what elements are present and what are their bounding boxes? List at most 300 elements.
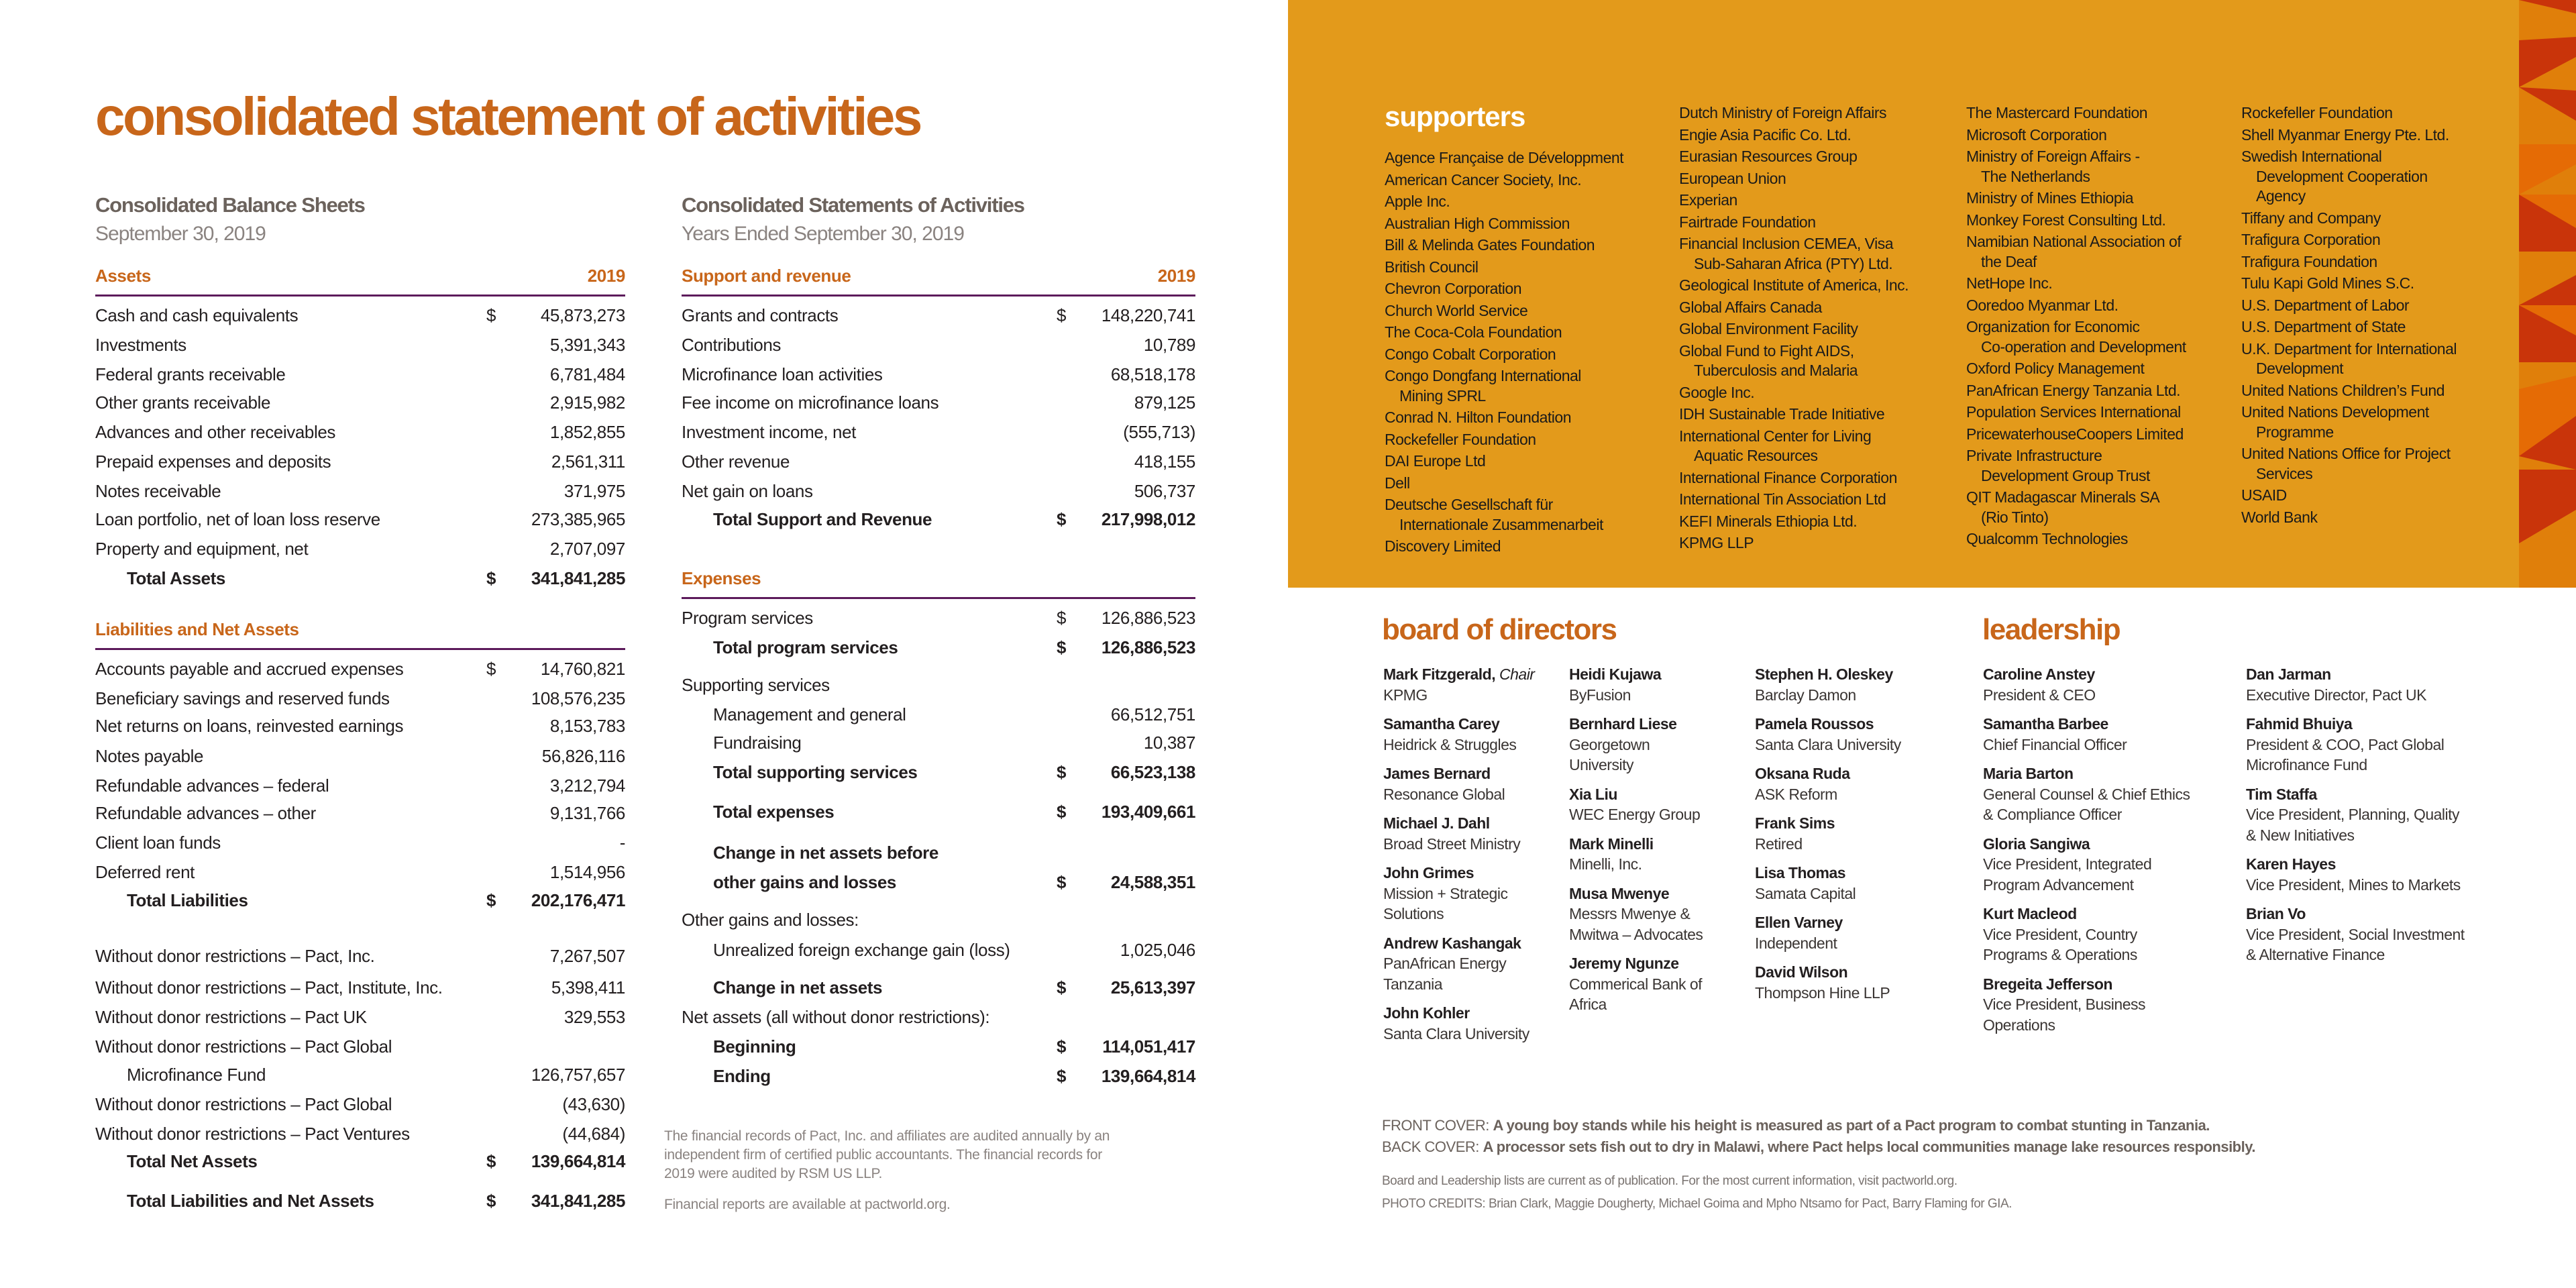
person-entry — [1383, 714, 1534, 755]
dollar-sign: $ — [1057, 872, 1067, 893]
supporter-item — [2241, 402, 2457, 442]
row-value: 45,873,273 — [540, 305, 625, 326]
person-org: Operations — [1983, 1016, 2055, 1034]
row-label: Microfinance loan activities — [682, 364, 883, 385]
supporter-item — [1385, 451, 1623, 472]
supporter-name: Development — [2256, 360, 2344, 377]
row-value: 68,518,178 — [1110, 364, 1195, 385]
person-org: Vice President, Planning, Quality — [2246, 806, 2460, 823]
row-value: 329,553 — [564, 1006, 625, 1027]
row-label: Contributions — [682, 335, 781, 356]
supporter-name: KPMG LLP — [1679, 534, 1754, 551]
person-entry — [1383, 933, 1534, 995]
table-row — [682, 392, 1195, 413]
supporter-name: The Netherlands — [1981, 167, 2090, 185]
supporter-item — [1679, 298, 1909, 318]
row-value: 56,826,116 — [541, 745, 625, 766]
supporter-item — [1966, 317, 2186, 357]
leadership-column — [1983, 664, 2190, 1044]
person-name — [2246, 854, 2465, 875]
row-value: 418,155 — [1134, 451, 1195, 472]
row-value: - — [619, 833, 625, 853]
supporter-name: Ministry of Foreign Affairs - — [1966, 148, 2140, 165]
person-entry — [1569, 834, 1703, 875]
person-name-text: Maria Barton — [1983, 765, 2074, 782]
supporter-item — [1385, 235, 1623, 256]
supporter-item — [1966, 425, 2186, 445]
person-entry — [2246, 904, 2465, 965]
table-row — [682, 801, 1195, 822]
row-value: 8,153,783 — [549, 716, 625, 737]
person-name-text: Dan Jarman — [2246, 665, 2331, 683]
supporter-name: Tulu Kapi Gold Mines S.C. — [2241, 274, 2414, 292]
row-value: 371,975 — [564, 481, 625, 502]
supporter-item — [1966, 103, 2186, 123]
supporter-name: Chevron Corporation — [1385, 280, 1522, 297]
supporter-name: Co-operation and Development — [1981, 337, 2186, 356]
table-row — [95, 715, 625, 737]
board-column — [1569, 664, 1703, 1024]
row-value: 10,387 — [1143, 732, 1195, 753]
row-label: Change in net assets — [713, 977, 883, 998]
supporter-name: Global Affairs Canada — [1679, 298, 1822, 316]
supporter-name: IDH Sustainable Trade Initiative — [1679, 405, 1885, 423]
person-entry — [1983, 763, 2190, 825]
supporter-name: Congo Cobalt Corporation — [1385, 345, 1556, 363]
row-value: 14,760,821 — [540, 658, 625, 679]
row-value: 126,886,523 — [1101, 607, 1195, 628]
supporter-name: Namibian National Association of — [1966, 233, 2182, 250]
person-name — [1983, 904, 2190, 924]
row-label: Cash and cash equivalents — [95, 305, 299, 326]
person-name — [2246, 664, 2465, 685]
row-value: 202,176,471 — [531, 890, 625, 911]
person-entry — [2246, 714, 2465, 775]
supporters-column — [1966, 103, 2186, 551]
supporter-item — [1679, 512, 1909, 532]
person-name — [1569, 883, 1703, 904]
dollar-sign: $ — [486, 1151, 496, 1172]
row-value: 2,915,982 — [549, 392, 625, 413]
audit-note — [664, 1127, 1110, 1183]
person-name-text: Bernhard Liese — [1569, 715, 1677, 733]
activities-date: Years Ended September 30, 2019 — [682, 223, 964, 245]
person-org: Vice President, Country — [1983, 925, 2137, 943]
row-label: Net assets (all without donor restrictions): — [682, 1006, 990, 1027]
person-entry — [2246, 664, 2465, 705]
supporter-name: American Cancer Society, Inc. — [1385, 170, 1582, 189]
row-label: Total Support and Revenue — [713, 508, 932, 529]
section-header — [95, 265, 625, 286]
supporters-column — [2241, 103, 2457, 529]
table-row — [95, 1123, 625, 1144]
row-value: 2,561,311 — [551, 451, 625, 472]
supporter-name: U.K. Department for International — [2241, 339, 2457, 358]
supporter-name: Services — [2256, 464, 2313, 482]
table-row — [682, 637, 1195, 658]
supporter-item — [1679, 383, 1909, 403]
person-org: General Counsel & Chief Ethics — [1983, 785, 2190, 803]
row-label: Notes payable — [95, 745, 204, 766]
front-cover-caption — [1382, 1117, 2210, 1134]
year-label: 2019 — [1157, 266, 1195, 286]
table-row — [95, 451, 625, 472]
person-org: Solutions — [1383, 905, 1444, 922]
row-label: Total Liabilities — [127, 890, 248, 911]
row-value: 25,613,397 — [1110, 977, 1195, 998]
supporter-name: Shell Myanmar Energy Pte. Ltd. — [2241, 125, 2449, 144]
supporters-title: supporters — [1385, 101, 1525, 132]
supporter-item — [1966, 232, 2186, 272]
supporter-name: Eurasian Resources Group — [1679, 148, 1858, 165]
row-value: 273,385,965 — [531, 508, 625, 529]
person-org: Executive Director, Pact UK — [2246, 686, 2426, 704]
supporter-name: Congo Dongfang International — [1385, 367, 1581, 384]
person-org: Commerical Bank of — [1569, 975, 1703, 993]
person-name-text: Caroline Anstey — [1983, 665, 2095, 683]
row-label: Without donor restrictions – Pact Ventures — [95, 1123, 410, 1144]
supporter-item — [2241, 209, 2457, 229]
person-org: Tanzania — [1383, 975, 1443, 993]
table-row — [95, 305, 625, 326]
person-entry — [1569, 664, 1703, 705]
row-value: 1,025,046 — [1120, 939, 1195, 960]
person-name-text: David Wilson — [1755, 963, 1848, 981]
supporter-item — [2241, 317, 2457, 337]
table-row — [95, 745, 625, 767]
supporter-item — [1679, 213, 1909, 233]
row-label: Unrealized foreign exchange gain (loss) — [713, 939, 1010, 960]
person-entry — [1983, 974, 2190, 1036]
person-name-text: Mark Minelli — [1569, 835, 1654, 853]
person-entry — [1755, 664, 1901, 705]
supporter-item — [2241, 103, 2457, 123]
person-org: KPMG — [1383, 686, 1428, 704]
row-value: (555,713) — [1123, 422, 1195, 443]
supporter-item — [1679, 405, 1909, 425]
person-org: Programs & Operations — [1983, 946, 2137, 963]
front-cover-label: FRONT COVER: — [1382, 1117, 1489, 1134]
supporter-item — [1966, 189, 2186, 209]
person-entry — [1755, 863, 1901, 904]
supporter-name: Swedish International — [2241, 148, 2382, 165]
person-name — [1383, 714, 1534, 735]
dollar-sign: $ — [1057, 1036, 1067, 1057]
person-org: Santa Clara University — [1383, 1024, 1529, 1042]
person-title: Chair — [1499, 665, 1535, 683]
supporter-name: Australian High Commission — [1385, 214, 1570, 232]
row-label: Total supporting services — [713, 762, 918, 783]
supporter-name: International Tin Association Ltd — [1679, 490, 1886, 508]
supporter-name: Qualcomm Technologies — [1966, 530, 2128, 547]
supporter-name: Fairtrade Foundation — [1679, 213, 1816, 231]
dollar-sign: $ — [486, 1191, 496, 1212]
row-value: 66,512,751 — [1110, 704, 1195, 725]
row-value: 879,125 — [1134, 392, 1195, 413]
supporter-item — [2241, 339, 2457, 379]
person-org: Vice President, Integrated — [1983, 855, 2152, 873]
row-label: Property and equipment, net — [95, 538, 309, 559]
row-value: 7,267,507 — [549, 946, 625, 967]
supporters-column — [1679, 103, 1909, 555]
person-org: University — [1569, 756, 1633, 773]
row-value: 217,998,012 — [1101, 508, 1195, 529]
person-org: Messrs Mwenye & — [1569, 905, 1690, 922]
supporter-name: British Council — [1385, 258, 1479, 276]
person-entry — [1383, 813, 1534, 854]
table-row — [682, 761, 1195, 783]
person-name — [2246, 904, 2465, 924]
supporter-name: Deutsche Gesellschaft für — [1385, 496, 1553, 513]
table-row — [95, 1190, 625, 1212]
table-row — [682, 364, 1195, 385]
dollar-sign: $ — [1057, 762, 1067, 783]
row-value: 341,841,285 — [531, 1191, 625, 1212]
supporter-name: Experian — [1679, 191, 1737, 209]
person-entry — [1569, 883, 1703, 945]
person-name — [1383, 813, 1534, 834]
person-name — [1983, 763, 2190, 784]
supporter-item — [1966, 488, 2186, 527]
person-entry — [1755, 912, 1901, 953]
supporter-name: Sub-Saharan Africa (PTY) Ltd. — [1694, 254, 1893, 272]
person-name-text: Mark Fitzgerald, — [1383, 665, 1496, 683]
decorative-triangle-pattern — [2519, 0, 2576, 588]
supporter-name: Tuberculosis and Malaria — [1694, 362, 1858, 379]
person-name — [1755, 912, 1901, 933]
table-row — [682, 305, 1195, 326]
supporter-item — [2241, 147, 2457, 207]
photo-credits: PHOTO CREDITS: Brian Clark, Maggie Dougherty, Michael Goima and Mpho Ntsamo for Pact, Barry Flaming for GIA. — [1382, 1197, 2012, 1211]
person-name-text: Bregeita Jefferson — [1983, 975, 2112, 993]
supporter-item — [1679, 169, 1909, 189]
supporter-item — [1385, 214, 1623, 234]
person-entry — [1983, 664, 2190, 705]
dollar-sign: $ — [486, 658, 496, 679]
supporter-name: Conrad N. Hilton Foundation — [1385, 409, 1571, 426]
row-value: 148,220,741 — [1101, 305, 1195, 326]
person-name-text: Musa Mwenye — [1569, 884, 1670, 902]
supporter-name: Tiffany and Company — [2241, 209, 2381, 227]
supporter-name: PanAfrican Energy Tanzania Ltd. — [1966, 381, 2181, 399]
supporter-item — [1385, 279, 1623, 299]
person-org: Santa Clara University — [1755, 735, 1901, 753]
person-org: Broad Street Ministry — [1383, 835, 1521, 853]
table-row — [95, 1150, 625, 1172]
supporter-name: Agency — [2256, 187, 2306, 205]
supporter-item — [2241, 444, 2457, 484]
row-label: Investment income, net — [682, 422, 856, 443]
table-row — [95, 392, 625, 413]
person-entry — [1983, 904, 2190, 965]
table-row — [682, 480, 1195, 502]
page-title: consolidated statement of activities — [95, 87, 920, 146]
supporter-item — [2241, 381, 2457, 401]
row-value: 5,398,411 — [551, 977, 625, 998]
supporter-item — [1966, 211, 2186, 231]
person-org: & New Initiatives — [2246, 826, 2355, 844]
person-name-text: Samantha Barbee — [1983, 715, 2108, 733]
supporter-item — [1679, 191, 1909, 211]
supporter-name: U.S. Department of Labor — [2241, 296, 2410, 314]
supporter-name: European Union — [1679, 169, 1786, 187]
supporter-item — [1679, 427, 1909, 466]
row-label: Total program services — [713, 637, 898, 657]
person-name-text: Pamela Roussos — [1755, 715, 1874, 733]
person-entry — [1383, 664, 1534, 705]
leadership-column — [2246, 664, 2465, 974]
supporter-name: Organization for Economic — [1966, 318, 2140, 335]
supporter-item — [1385, 366, 1623, 406]
board-column — [1755, 664, 1901, 1012]
balance-sheet-title: Consolidated Balance Sheets — [95, 193, 365, 217]
row-label: Total Liabilities and Net Assets — [127, 1191, 374, 1212]
row-label: Net returns on loans, reinvested earnings — [95, 716, 404, 737]
supporter-item — [1679, 319, 1909, 339]
supporter-name: Mining SPRL — [1399, 386, 1486, 405]
supporter-item — [1966, 446, 2186, 486]
supporter-name: Google Inc. — [1679, 383, 1755, 401]
row-value: 1,514,956 — [549, 862, 625, 883]
person-org: Vice President, Business — [1983, 996, 2145, 1013]
person-entry — [2246, 854, 2465, 895]
person-name — [1983, 714, 2190, 735]
table-row — [682, 1006, 1195, 1028]
row-label: Other grants receivable — [95, 392, 271, 413]
row-label: Change in net assets before — [713, 843, 938, 863]
row-value: 341,841,285 — [531, 568, 625, 589]
supporter-name: The Mastercard Foundation — [1966, 104, 2148, 121]
row-value: 66,523,138 — [1110, 762, 1195, 783]
supporter-name: Global Fund to Fight AIDS, — [1679, 341, 1854, 360]
table-row — [95, 688, 625, 709]
row-label: Federal grants receivable — [95, 364, 286, 385]
person-entry — [1569, 714, 1703, 775]
supporter-item — [1679, 276, 1909, 296]
person-name-text: Michael J. Dahl — [1383, 814, 1490, 832]
section-header — [682, 568, 1195, 589]
table-row — [95, 658, 625, 680]
person-entry — [1755, 714, 1901, 755]
supporter-item — [1966, 274, 2186, 294]
supporter-name: International Center for Living — [1679, 427, 1872, 445]
supporter-name: NetHope Inc. — [1966, 274, 2053, 292]
supporter-name: Agence Française de Développment — [1385, 149, 1624, 166]
supporter-name: Development Cooperation — [2256, 167, 2428, 185]
supporter-name: International Finance Corporation — [1679, 468, 1897, 486]
supporter-name: Discovery Limited — [1385, 537, 1501, 555]
person-org: Thompson Hine LLP — [1755, 983, 1890, 1002]
person-name — [1383, 664, 1534, 685]
table-row — [95, 945, 625, 967]
person-name-text: Karen Hayes — [2246, 855, 2336, 873]
person-entry — [1383, 763, 1534, 804]
person-name — [1383, 863, 1534, 883]
row-label: Expenses — [682, 568, 761, 589]
board-column — [1383, 664, 1534, 1053]
supporter-item — [2241, 486, 2457, 506]
supporter-item — [1966, 402, 2186, 423]
row-value: 24,588,351 — [1110, 872, 1195, 893]
table-row — [682, 607, 1195, 629]
person-org: Minelli, Inc. — [1569, 855, 1642, 873]
person-entry — [1569, 784, 1703, 825]
table-row — [682, 704, 1195, 725]
person-org: Chief Financial Officer — [1983, 735, 2127, 753]
row-value: 2,707,097 — [549, 538, 625, 559]
supporter-name: Microsoft Corporation — [1966, 125, 2107, 144]
person-org: Georgetown — [1569, 735, 1650, 753]
table-row — [682, 871, 1195, 893]
table-row — [95, 775, 625, 796]
table-row — [95, 890, 625, 911]
row-label: Without donor restrictions – Pact Global — [95, 1093, 392, 1114]
row-label: Liabilities and Net Assets — [95, 619, 299, 639]
supporter-name: United Nations Development — [2241, 403, 2429, 421]
row-label: Without donor restrictions – Pact, Institute, Inc. — [95, 977, 443, 998]
person-name — [1569, 834, 1703, 855]
table-row — [95, 977, 625, 998]
supporter-name: U.S. Department of State — [2241, 318, 2406, 335]
supporter-item — [1385, 495, 1623, 535]
person-name-text: Heidi Kujawa — [1569, 665, 1662, 683]
supporter-item — [1966, 529, 2186, 549]
leadership-title: leadership — [1982, 613, 2121, 646]
supporter-item — [1679, 125, 1909, 146]
person-name-text: Brian Vo — [2246, 905, 2306, 922]
row-value: 3,212,794 — [549, 775, 625, 796]
person-org: President & CEO — [1983, 686, 2096, 704]
supporter-item — [2241, 296, 2457, 316]
row-label: Management and general — [713, 704, 906, 725]
supporter-name: Geological Institute of America, Inc. — [1679, 276, 1909, 294]
supporter-name: United Nations Children’s Fund — [2241, 381, 2445, 399]
panel-edge — [2509, 0, 2519, 588]
person-entry — [1755, 962, 1901, 1003]
back-cover-label: BACK COVER: — [1382, 1138, 1479, 1155]
supporter-name: Internationale Zusammenarbeit — [1399, 515, 1603, 533]
supporter-name: Global Environment Facility — [1679, 320, 1858, 337]
row-label: Support and revenue — [682, 266, 851, 286]
row-label: Advances and other receivables — [95, 422, 336, 443]
supporters-column — [1385, 148, 1623, 559]
row-value: 6,781,484 — [549, 364, 625, 385]
supporter-name: Trafigura Foundation — [2241, 252, 2377, 270]
supporter-item — [1679, 341, 1909, 381]
person-org: Resonance Global — [1383, 785, 1505, 803]
person-name — [1755, 863, 1901, 883]
person-name-text: Xia Liu — [1569, 785, 1617, 803]
row-label: Refundable advances – federal — [95, 775, 329, 796]
person-name-text: Frank Sims — [1755, 814, 1835, 832]
person-org: WEC Energy Group — [1569, 806, 1701, 823]
supporter-name: USAID — [2241, 486, 2287, 504]
person-org: Vice President, Social Investment — [2246, 925, 2465, 943]
person-name-text: James Bernard — [1383, 765, 1491, 782]
table-row — [682, 508, 1195, 530]
supporter-name: Dutch Ministry of Foreign Affairs — [1679, 104, 1887, 121]
supporter-item — [1385, 170, 1623, 191]
row-value: 5,391,343 — [549, 335, 625, 356]
supporter-name: Trafigura Corporation — [2241, 231, 2381, 248]
person-org: Mwitwa – Advocates — [1569, 925, 1703, 943]
person-org: President & COO, Pact Global — [2246, 735, 2445, 753]
front-cover-text: A young boy stands while his height is measured as part of a Pact program to combat stunting in Tanzania. — [1493, 1117, 2210, 1134]
table-row — [95, 480, 625, 502]
person-org: Program Advancement — [1983, 875, 2134, 894]
supporter-name: Apple Inc. — [1385, 193, 1450, 210]
person-entry — [1983, 834, 2190, 896]
